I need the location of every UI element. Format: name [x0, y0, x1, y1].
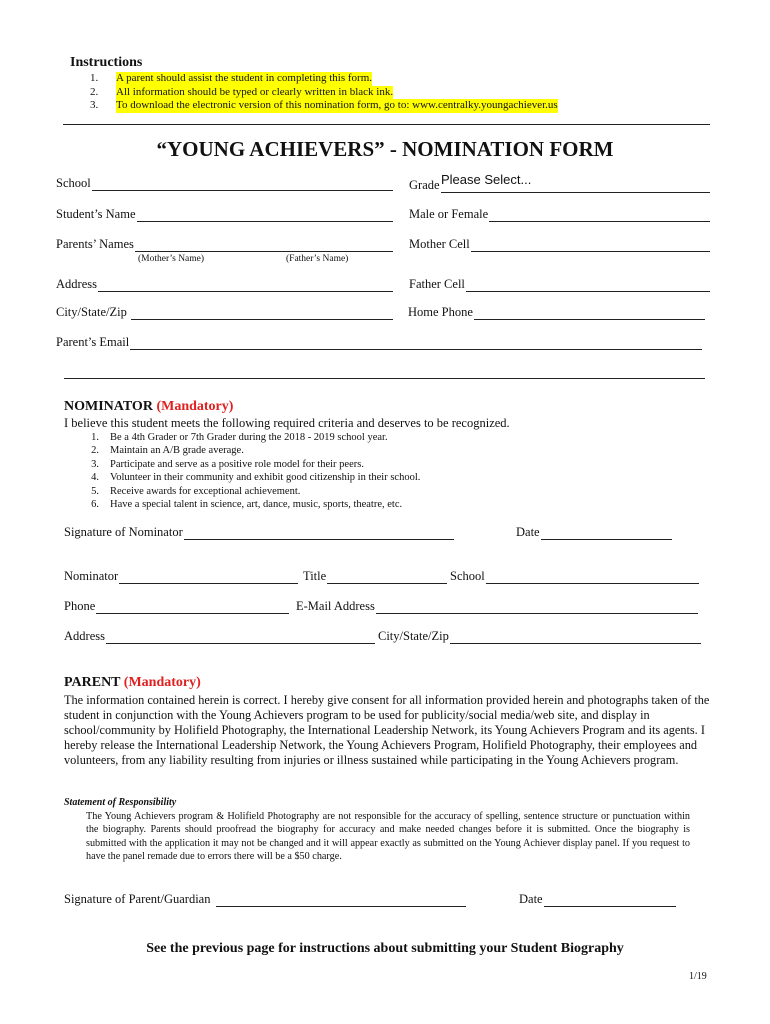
nominator-name-field[interactable]	[64, 569, 298, 584]
grade-select[interactable]: Please Select...	[441, 172, 532, 187]
nominator-name-label: Nominator	[64, 569, 119, 583]
divider	[64, 378, 705, 379]
nominator-city-label: City/State/Zip	[378, 629, 449, 643]
instruction-1: A parent should assist the student in completing this form.	[116, 72, 373, 84]
instructions-heading: Instructions	[70, 55, 143, 70]
parent-heading	[64, 675, 201, 691]
mother-cell-field[interactable]	[409, 237, 710, 252]
home-phone-label: Home Phone	[408, 305, 473, 319]
mandatory-tag: (Mandatory)	[156, 399, 234, 414]
parent-title: PARENT	[64, 675, 121, 690]
parent-signature-label: Signature of Parent/Guardian	[64, 892, 211, 906]
parent-consent: The information contained herein is correct. I hereby give consent for all information provided herein and photographs taken of the student in conjunction with the Young Achievers program to be used for publicity/social media/web site, and display in school/community by Holifield Photography, the International Leadership Network, its Young Achievers Program and its agents. I hereby release the International Leadership Network, the Young Achievers Program, Holifield Photography, their employees and volunteers, from any liability resulting from injuries or illness sustained while participating in the Young Achievers program.	[64, 693, 710, 767]
nominator-email-label: E-Mail Address	[296, 599, 375, 613]
list-number: 1.	[90, 72, 99, 84]
city-state-zip-field[interactable]	[56, 305, 393, 320]
nominator-school-label: School	[450, 569, 485, 583]
criteria-list	[64, 431, 420, 511]
footer-note: See the previous page for instructions about submitting your Student Biography	[146, 941, 624, 956]
list-number: 3.	[90, 99, 99, 111]
nominator-date-field[interactable]	[516, 525, 672, 540]
page-number: 1/19	[689, 971, 707, 982]
instructions-list	[90, 72, 558, 113]
list-item: 4. Volunteer in their community and exhibit good citizenship in their school.	[91, 472, 421, 484]
student-name-field[interactable]	[56, 207, 393, 222]
school-field[interactable]	[56, 176, 393, 191]
parent-email-field[interactable]	[56, 335, 702, 350]
parent-signature-field[interactable]	[64, 892, 466, 907]
statement-text: The Young Achievers program & Holifield Photography are not responsible for the accuracy of spelling, sentence structure or punctuation within the biography. Parents should proofread the biography for accuracy and make needed changes before it is submitted. Once the biography is submitted with the application it may not be changed and it will appear exactly as submitted on the Young Achiever display panel. If you request to have the panel remade due to errors there will be a $50 charge.	[86, 811, 690, 863]
form-title: “YOUNG ACHIEVERS” - NOMINATION FORM	[156, 137, 614, 161]
list-item: 2. Maintain an A/B grade average.	[91, 445, 244, 457]
nominator-email-field[interactable]	[296, 599, 698, 614]
divider	[63, 124, 710, 125]
nominator-city-field[interactable]	[378, 629, 701, 644]
nominator-date-label: Date	[516, 525, 540, 539]
parent-date-field[interactable]	[519, 892, 676, 907]
father-cell-field[interactable]	[409, 277, 710, 292]
nominator-title: NOMINATOR	[64, 399, 153, 414]
parent-date-label: Date	[519, 892, 543, 906]
statement-heading: Statement of Responsibility	[64, 797, 177, 808]
mother-name-hint: (Mother’s Name)	[138, 254, 205, 264]
nominator-intro: I believe this student meets the following required criteria and deserves to be recognized.	[64, 416, 510, 430]
list-item: 3. Participate and serve as a positive role model for their peers.	[91, 458, 364, 470]
address-field[interactable]	[56, 277, 393, 292]
nominator-heading	[64, 399, 233, 415]
instruction-3: To download the electronic version of this nomination form, go to: www.centralky.youngachiever.us	[116, 99, 558, 111]
mandatory-tag: (Mandatory)	[123, 675, 201, 690]
nominator-phone-label: Phone	[64, 599, 96, 613]
gender-label: Male or Female	[409, 207, 489, 221]
parents-names-label: Parents’ Names	[56, 237, 134, 251]
father-cell-label: Father Cell	[409, 277, 465, 291]
parent-email-label: Parent’s Email	[56, 335, 130, 349]
school-label: School	[56, 176, 91, 190]
list-item: 6. Have a special talent in science, art, dance, music, sports, theatre, etc.	[91, 499, 403, 511]
gender-field[interactable]	[409, 207, 710, 222]
mother-cell-label: Mother Cell	[409, 237, 470, 251]
list-item: 1. Be a 4th Grader or 7th Grader during the 2018 - 2019 school year.	[91, 432, 388, 443]
city-state-zip-label: City/State/Zip	[56, 305, 127, 319]
nominator-address-label: Address	[64, 629, 105, 643]
instruction-2: All information should be typed or clearly written in black ink.	[116, 85, 394, 98]
parents-names-field[interactable]	[56, 237, 393, 252]
list-number: 2.	[90, 85, 99, 98]
nominator-title-label: Title	[303, 569, 327, 583]
nominator-signature-label: Signature of Nominator	[64, 525, 183, 539]
nominator-phone-field[interactable]	[64, 599, 289, 614]
home-phone-field[interactable]	[408, 305, 705, 320]
student-name-label: Student’s Name	[56, 207, 136, 221]
address-label: Address	[56, 277, 97, 291]
nominator-signature-field[interactable]	[64, 525, 454, 540]
nominator-address-field[interactable]	[64, 629, 375, 644]
father-name-hint: (Father’s Name)	[286, 254, 349, 264]
grade-label: Grade	[409, 178, 440, 192]
nominator-school-field[interactable]	[450, 569, 699, 584]
nominator-title-field[interactable]	[303, 569, 447, 584]
list-item: 5. Receive awards for exceptional achievement.	[91, 485, 301, 497]
